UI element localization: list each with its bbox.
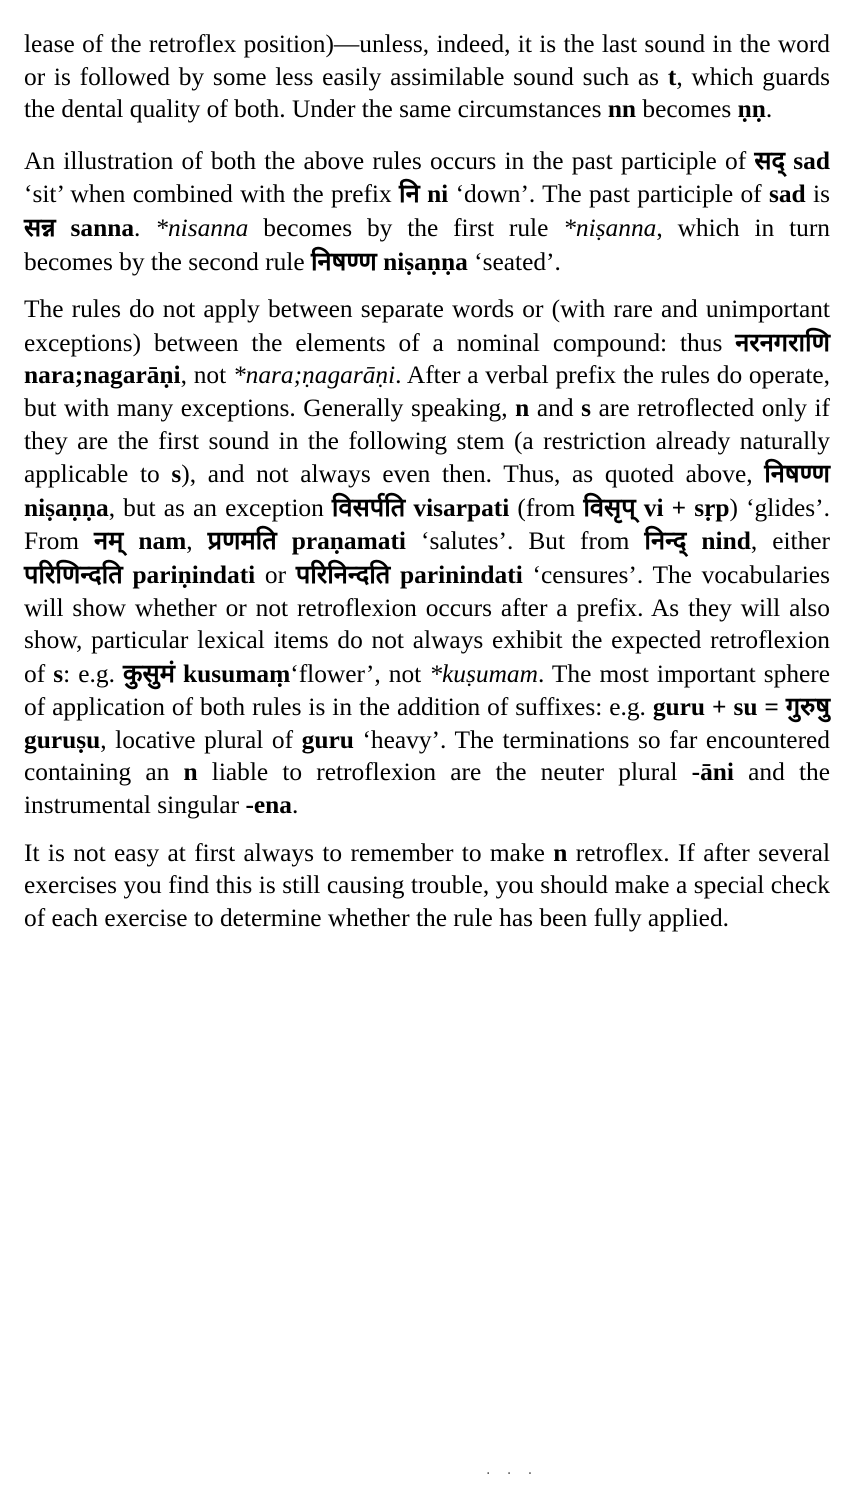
devanagari-word: निषण्ण [764,458,830,489]
text-run: ‘seated’. [467,247,561,276]
bold-term: ṇṇ [737,95,766,124]
bold-term: niṣaṇṇa [383,247,468,276]
devanagari-word: गुरुषु [785,691,830,722]
text-run: lease of the retroflex position)—unless, indeed, it is the last sound in the word or is followed by some less easily assimilable sound such as [24,30,830,91]
text-run [56,214,71,242]
text-run: , which guards the dental quality of both. Under the same circumstances [24,62,830,124]
text-run: . [291,791,299,820]
paragraph-past-participle-illustration [24,144,830,278]
bold-term: n [515,393,530,422]
text-run: and [529,393,582,422]
text-run: , which in turn becomes by the second rule [24,213,831,276]
bold-term: s [53,659,64,688]
text-run: The rules do not apply between separate words or (with rare and unimportant exceptions) between the elements of a nominal compound: thus [24,295,830,357]
text-run: ) ‘glides’. From [24,493,830,556]
text-run: ‘flower’, not [290,659,430,688]
devanagari-word: विसृप् [583,491,636,522]
text-run: ‘heavy’. The terminations so far encountered containing an [24,725,830,787]
text-run: becomes [636,95,738,124]
paragraph-rule-exceptions [24,293,830,822]
text-run: and the instrumental singular [24,758,830,820]
devanagari-word: निन्द् [644,525,687,556]
text-run: (from [509,493,584,522]
bold-term: visarpati [413,493,510,522]
paragraph-advice [24,837,830,935]
text-run: or [255,560,296,589]
bold-term: s [581,393,592,422]
bold-term: nind [701,527,751,556]
devanagari-word: सद् [754,144,786,175]
devanagari-word: विसर्पति [331,491,406,522]
bold-term: sanna [70,213,135,242]
devanagari-word: नम् [94,525,124,556]
bold-term: sad [768,180,806,209]
bold-term: sad [793,146,830,175]
devanagari-word: निषण्ण [310,245,377,276]
bold-term: t [667,62,677,91]
bold-term: praṇamati [291,527,406,556]
text-run: It is not easy at first always to remember to make [24,838,554,867]
paragraph-retroflex-release [24,28,830,126]
bold-term: vi + sṛp [643,493,730,522]
text-run: ‘sit’ when combined with the prefix [24,180,400,209]
bold-term: -ena [245,791,292,820]
text-run: becomes by the first rule [248,213,564,242]
italic-form: *nara;ṇagarāṇi [232,361,396,390]
page-footer-dots: · · · [486,1466,539,1482]
devanagari-word: सन्न [24,211,56,242]
bold-term: nara;nagarāṇi [24,361,181,390]
bold-term: guruṣu [24,725,101,754]
page-body [24,28,830,949]
italic-form: *nisanna [155,213,249,242]
bold-term: ni [427,180,449,209]
bold-term: niṣaṇṇa [24,493,109,522]
bold-term: pariṇindati [132,560,256,589]
bold-term: n [183,758,198,787]
bold-term: guru + su = [652,693,786,722]
text-run: ‘censures’. The vocabularies will show whether or not retroflexion occurs after a prefix. As they will also show, particular lexical items do not always exhibit the expected retroflexion of [24,560,830,688]
text-run [636,494,644,522]
bold-term: parinindati [400,560,523,589]
text-run: . [134,213,156,242]
text-run [420,180,427,208]
bold-term: s [171,460,182,489]
devanagari-word: परिणिन्दति [24,558,123,589]
text-run: , but as an exception [108,493,332,522]
text-run: . After a verbal prefix the rules do operate, but with many exceptions. Generally speaking, [24,361,830,422]
bold-term: n [553,838,568,867]
bold-term: kusumaṃ [182,659,291,688]
text-run: ‘down’. The past participle of [448,180,769,209]
text-run: , not [180,361,233,390]
devanagari-word: परिनिन्दति [295,558,391,589]
text-run: ‘salutes’. But from [405,527,645,556]
text-run: is [805,180,830,209]
text-run: , locative plural of [100,725,302,754]
text-run: , [186,527,208,556]
devanagari-word: नि [399,178,420,209]
devanagari-word: नरनगराणि [735,326,830,357]
text-run [123,527,138,555]
text-run: , either [750,527,830,556]
text-run: are retroflected only if they are the first sound in the following stem (a restriction already naturally applicable to [24,393,831,489]
text-run: : e.g. [63,659,124,688]
text-run [390,561,400,589]
text-run: . The most important sphere of application of both rules is in the addition of suffixes: e.g. [24,659,831,722]
text-run: ), and not always even then. Thus, as quoted above, [181,460,765,489]
text-run [123,561,133,589]
bold-term: -āni [691,758,734,787]
bold-term: nn [607,95,637,124]
text-run: An illustration of both the above rules occurs in the past participle of [24,146,755,175]
text-run: . [765,95,773,124]
devanagari-word: प्रणमति [207,525,277,556]
bold-term: guru [301,725,354,754]
bold-term: nam [138,527,187,556]
text-run: retroflex. If after several exercises you find this is still causing trouble, you should make a special check of each exercise to determine whether the rule has been fully applied. [24,838,830,932]
text-run: liable to retroflexion are the neuter plural [197,758,692,787]
text-run [686,527,701,555]
text-run [175,660,183,688]
italic-form: *kuṣumam [429,659,538,688]
italic-form: *niṣanna [563,213,657,242]
text-run [277,527,292,555]
devanagari-word: कुसुमं [123,657,175,688]
